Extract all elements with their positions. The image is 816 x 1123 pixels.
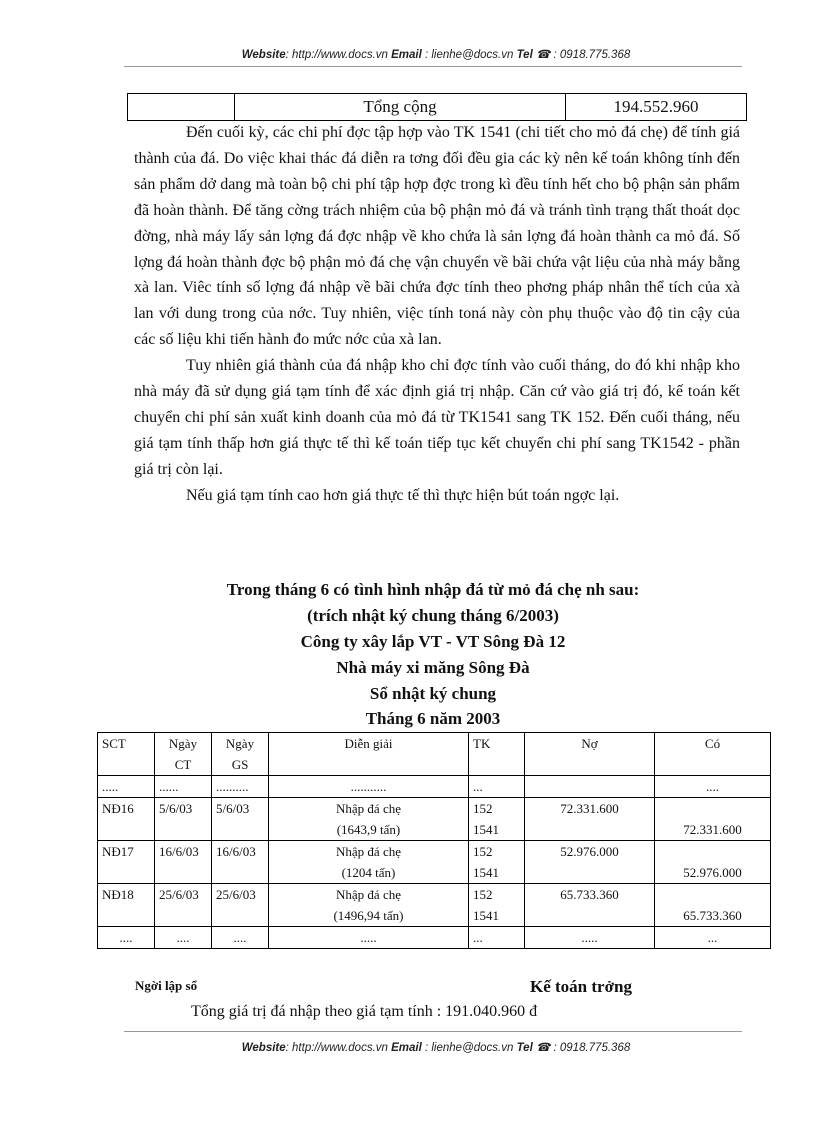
col-header-sct: SCT: [98, 733, 155, 776]
journal-title: Sổ nhật ký chung: [369, 684, 497, 703]
cell-tk: 152 1541: [469, 798, 525, 841]
cell-no: 65.733.360: [525, 884, 655, 927]
cell-ngay-gs: 16/6/03: [212, 841, 269, 884]
page-header: [130, 47, 742, 61]
header-divider: [124, 66, 742, 67]
table-row: [128, 94, 747, 121]
cell-tk: ...: [469, 776, 525, 798]
table-row: [98, 927, 771, 949]
paragraph-1: Đến cuối kỳ, các chi phí đợc tập hợp vào TK 1541 (chi tiết cho mỏ đá chẹ) để tính giá thành của đá. Do việc khai thác đá diễn ra tơng đối đều gia các kỳ nên kế toán không tính đến sản phẩm dở dang mà toàn bộ chi phí tập hợp đợc trong kì đều tính hết cho bộ phận sản phẩm đã hoàn thành. Để tăng cờng trách nhiệm của bộ phận mỏ đá và tránh tình trạng thất thoát dọc đờng, nhà máy lấy sản lợng đá đợc nhập về kho chứa là sản lợng đá hoàn thành ca mỏ đá. Số lợng đá hoàn thành đợc bộ phận mỏ đá chẹ vận chuyển về bãi chứa vật liệu của nhà máy bằng xà lan. Viêc tính số lợng đá nhập về bãi chứa đợc tính theo phơng pháp nhân thể tích của xà lan với dung trong của nớc. Tuy nhiên, việc tính toná này còn phụ thuộc vào độ tin cậy của các số liệu khi tiến hành đo mức nớc của xà lan.: [134, 124, 740, 349]
cell-tk: 152 1541: [469, 884, 525, 927]
email-label: Email: [391, 1042, 422, 1054]
journal-table: [97, 732, 771, 949]
cell-sct: ....: [98, 927, 155, 949]
section-heading: Trong tháng 6 có tình hình nhập đá từ mỏ đá chẹ nh sau:: [226, 580, 640, 599]
cell-dien-giai: Nhập đá chẹ (1643,9 tấn): [269, 798, 469, 841]
cell-sct: NĐ16: [98, 798, 155, 841]
email-address[interactable]: : lienhe@docs.vn: [421, 1042, 517, 1054]
total-value-line: Tổng giá trị đá nhập theo giá tạm tính : 191.040.960 đ: [191, 1003, 538, 1020]
cell-co: ....: [655, 776, 771, 798]
summary-empty-cell: [128, 94, 235, 121]
page-footer: [130, 1040, 742, 1054]
tel-label: Tel: [516, 1042, 533, 1054]
website-url[interactable]: : http://www.docs.vn: [285, 1042, 392, 1054]
col-header-no: Nợ: [525, 733, 655, 776]
col-header-co: Có: [655, 733, 771, 776]
summary-label: Tổng cộng: [235, 94, 566, 121]
body-text: [134, 120, 740, 509]
cell-ngay-ct: ......: [155, 776, 212, 798]
cell-ngay-ct: ....: [155, 927, 212, 949]
website-url[interactable]: : http://www.docs.vn: [285, 49, 392, 61]
cell-sct: .....: [98, 776, 155, 798]
col-header-ngay-ct: Ngày CT: [155, 733, 212, 776]
cell-no: 72.331.600: [525, 798, 655, 841]
website-label: Website: [241, 1042, 286, 1054]
tel-number: ☎ : 0918.775.368: [532, 49, 631, 61]
cell-no: .....: [525, 927, 655, 949]
company-name: Công ty xây lắp VT - VT Sông Đà 12: [300, 632, 566, 651]
email-address[interactable]: : lienhe@docs.vn: [421, 49, 517, 61]
cell-co: ...: [655, 927, 771, 949]
tel-number: ☎ : 0918.775.368: [532, 1042, 631, 1054]
cell-no: [525, 776, 655, 798]
cell-tk: 152 1541: [469, 841, 525, 884]
col-header-tk: TK: [469, 733, 525, 776]
factory-name: Nhà máy xi măng Sông Đà: [336, 658, 530, 677]
cell-no: 52.976.000: [525, 841, 655, 884]
col-header-dien-giai: Diễn giải: [269, 733, 469, 776]
cell-ngay-gs: ....: [212, 927, 269, 949]
cell-co: 72.331.600: [655, 798, 771, 841]
table-row: [98, 776, 771, 798]
table-row: [98, 798, 771, 841]
section-subheading: (trích nhật ký chung tháng 6/2003): [307, 606, 559, 625]
footer-divider: [124, 1031, 742, 1032]
cell-co: 52.976.000: [655, 841, 771, 884]
cell-ngay-gs: 5/6/03: [212, 798, 269, 841]
cell-sct: NĐ17: [98, 841, 155, 884]
table-row: [98, 884, 771, 927]
table-header-row: [98, 733, 771, 776]
cell-tk: ...: [469, 927, 525, 949]
paragraph-3: Nếu giá tạm tính cao hơn giá thực tế thì thực hiện bút toán ngợc lại.: [186, 486, 620, 504]
chief-accountant-label: Kế toán trởng: [530, 977, 632, 996]
cell-dien-giai: Nhập đá chẹ (1204 tấn): [269, 841, 469, 884]
cell-ngay-ct: 25/6/03: [155, 884, 212, 927]
tel-label: Tel: [516, 49, 533, 61]
cell-dien-giai: .....: [269, 927, 469, 949]
cell-dien-giai: Nhập đá chẹ (1496,94 tấn): [269, 884, 469, 927]
summary-table: [127, 93, 747, 121]
paragraph-2: Tuy nhiên giá thành của đá nhập kho chỉ đợc tính vào cuối tháng, do đó khi nhập kho nhà máy đã sử dụng giá tạm tính để xác định giá trị nhập. Căn cứ vào giá trị đó, kế toán kết chuyển chi phí sản xuất kinh doanh của mỏ đá từ TK1541 sang TK 152. Đến cuối tháng, nếu giá tạm tính thấp hơn giá thực tế thì kế toán tiếp tục kết chuyển chi phí sang TK1542 - phần giá trị còn lại.: [134, 357, 740, 478]
table-row: [98, 841, 771, 884]
journal-period: Tháng 6 năm 2003: [365, 709, 501, 728]
cell-co: 65.733.360: [655, 884, 771, 927]
cell-dien-giai: ...........: [269, 776, 469, 798]
website-label: Website: [241, 49, 286, 61]
col-header-ngay-gs: Ngày GS: [212, 733, 269, 776]
cell-ngay-gs: 25/6/03: [212, 884, 269, 927]
email-label: Email: [391, 49, 422, 61]
cell-ngay-gs: ..........: [212, 776, 269, 798]
summary-value: 194.552.960: [566, 94, 747, 121]
cell-sct: NĐ18: [98, 884, 155, 927]
prepared-by-label: Ngời lập sổ: [135, 978, 198, 993]
cell-ngay-ct: 5/6/03: [155, 798, 212, 841]
cell-ngay-ct: 16/6/03: [155, 841, 212, 884]
